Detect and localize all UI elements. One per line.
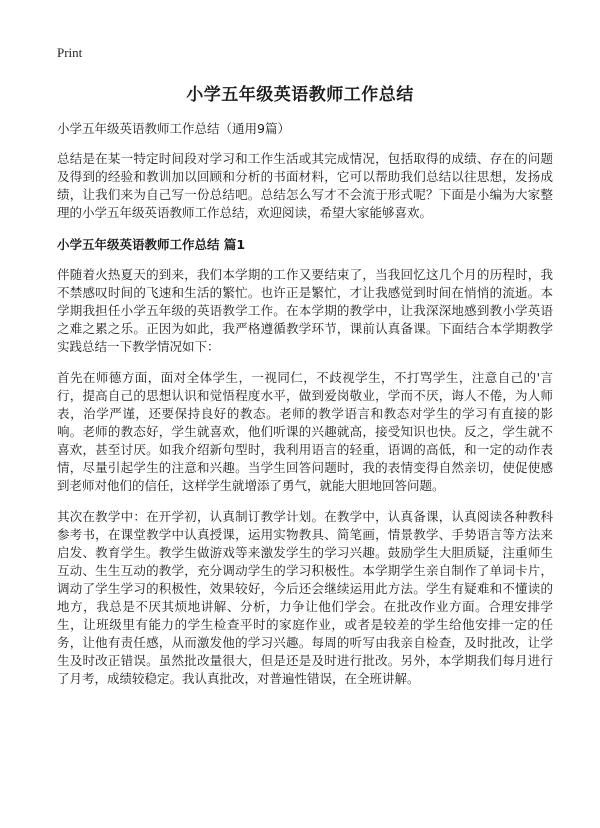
print-link[interactable]: Print <box>57 45 83 60</box>
body-paragraph: 伴随着火热夏天的到来，我们本学期的工作又要结束了，当我回忆这几个月的历程时，我不禁感叹时间的飞速和生活的繁忙。也许正是繁忙，才让我感觉到时间在悄悄的流逝。本学期我担任小学五年级的英语教学工作。在本学期的教学中，让我深深地感到教小学英语之难之累之乐。正因为如此，我严格遵循教学环节，课前认真备课。下面结合本学期教学实践总结一下教学情况如下： <box>57 267 553 354</box>
body-paragraph: 其次在教学中：在开学初，认真制订教学计划。在教学中，认真备课，认真阅读各种教科参考书，在课堂教学中认真授课，运用实物教具、简笔画，情景教学、手势语言等方法来启发、教育学生。教学生做游戏等来激发学生的学习兴趣。鼓励学生大胆质疑，注重师生互动、生生互动的教学，充分调动学生的学习积极性。本学期学生亲自制作了单词卡片，调动了学生学习的积极性，效果较好，今后还会继续运用此方法。学生有疑难和不懂读的地方，我总是不厌其烦地讲解、分析，力争让他们学会。在批改作业方面。合理安排学生，让班级里有能力的学生检查平时的家庭作业，或者是较差的学生给他安排一定的任务，让他有责任感，从而激发他的学习兴趣。每周的听写由我亲自检查，及时批改，让学生及时改正错误。虽然批改量很大，但是还是及时进行批改。另外，本学期我们每月进行了月考，成绩较稳定。我认真批改，对普遍性错误，在全班讲解。 <box>57 509 553 686</box>
document-body <box>57 120 553 701</box>
page-title: 小学五年级英语教师工作总结 <box>186 85 414 105</box>
section-heading: 小学五年级英语教师工作总结 篇1 <box>57 237 246 252</box>
body-paragraph: 首先在师德方面，面对全体学生，一视同仁，不歧视学生，不打骂学生，注意自己的'言行，提高自己的思想认识和觉悟程度水平，做到爱岗敬业，学而不厌，诲人不倦，为人师表，治学严谨，还要保持良好的教态。老师的教学语言和教态对学生的学习有直接的影响。老师的教态好，学生就喜欢，他们听课的兴趣就高，接受知识也快。反之，学生就不喜欢，甚至讨厌。如我介绍新句型时，我利用语言的轻重，语调的高低，和一定的动作表情，尽量引起学生的注意和兴趣。当学生回答问题时，我的表情变得自然亲切，使促使感到老师对他们的信任，这样学生就增添了勇气，就能大胆地回答问题。 <box>57 370 553 493</box>
intro-paragraph: 总结是在某一特定时间段对学习和工作生活或其完成情况，包括取得的成绩、存在的问题及得到的经验和教训加以回顾和分析的书面材料，它可以帮助我们总结以往思想，发扬成绩，让我们来为自己写一份总结吧。总结怎么写才不会流于形式呢？下面是小编为大家整理的小学五年级英语教师工作总结，欢迎阅读，希望大家能够喜欢。 <box>57 151 553 220</box>
document-subtitle: 小学五年级英语教师工作总结（通用9篇） <box>57 121 290 136</box>
